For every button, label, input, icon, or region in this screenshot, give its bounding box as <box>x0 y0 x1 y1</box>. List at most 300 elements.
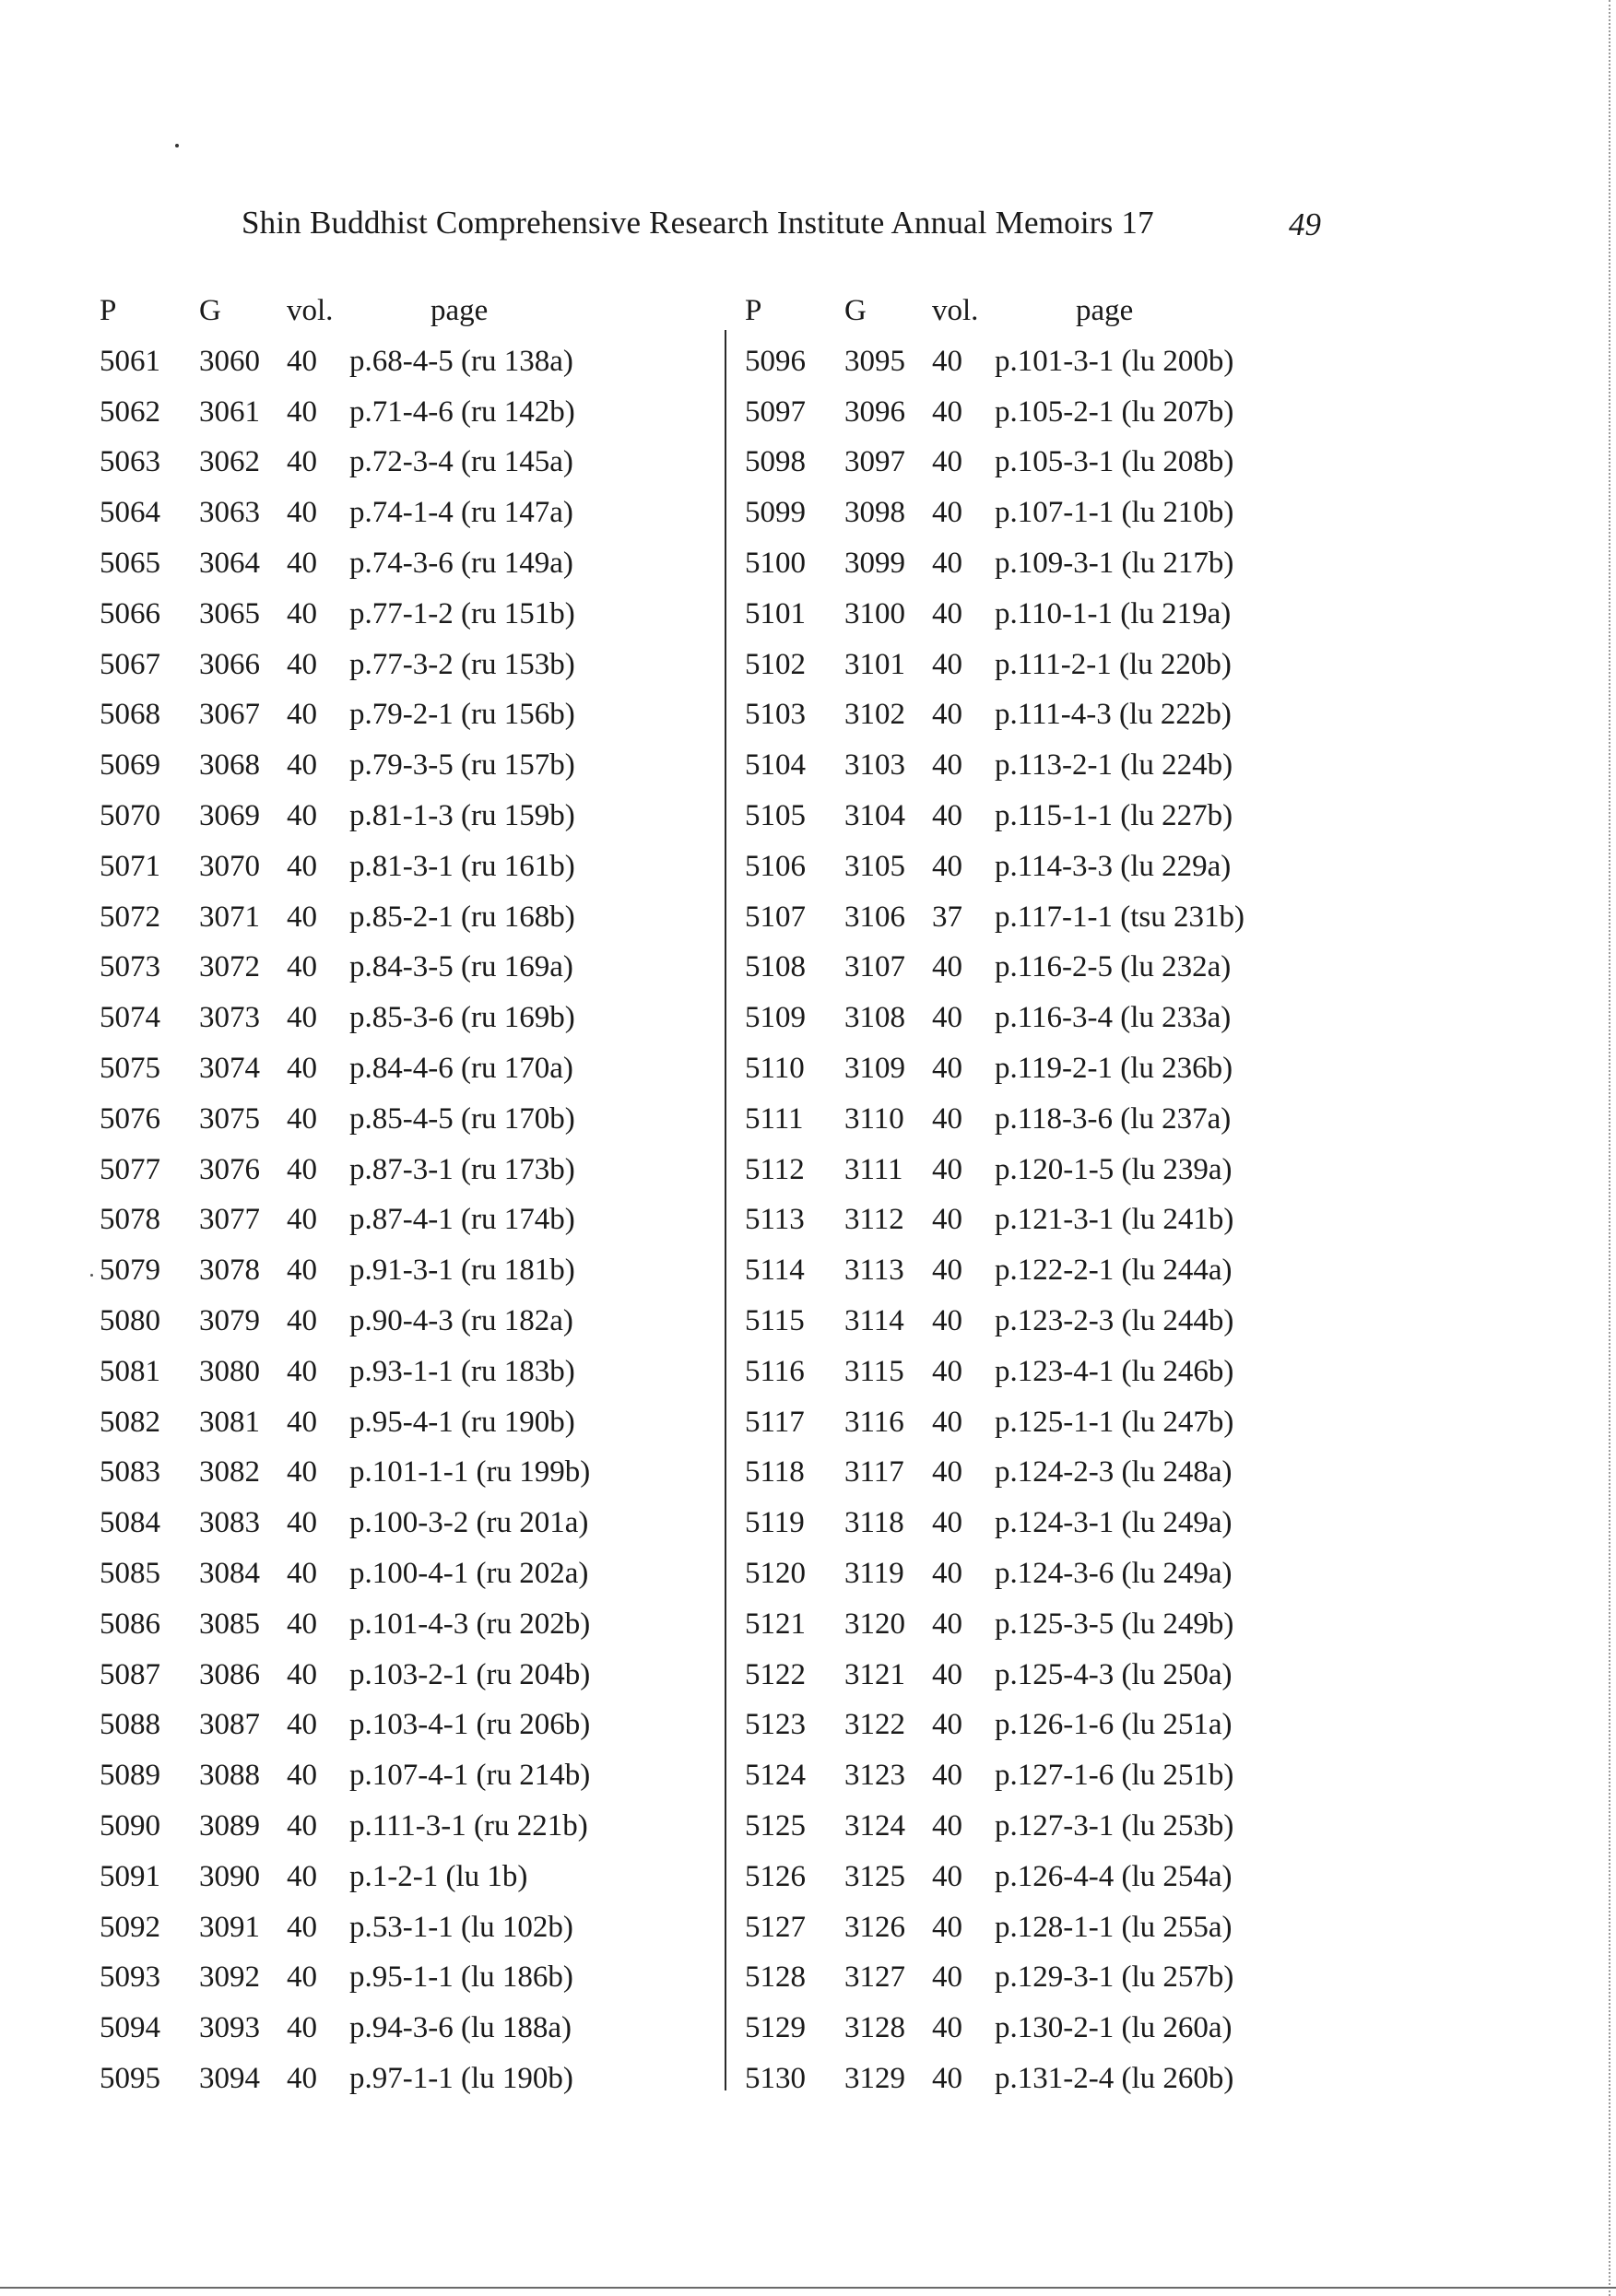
cell-page: p.93-1-1 (ru 183b) <box>349 1354 575 1388</box>
table-row <box>745 336 1244 387</box>
cell-page: p.127-3-1 (lu 253b) <box>995 1808 1234 1843</box>
cell-page: p.125-1-1 (lu 247b) <box>995 1405 1234 1439</box>
cell-g: 3109 <box>844 1051 905 1085</box>
cell-p: 5098 <box>745 445 806 479</box>
cell-g: 3093 <box>199 2011 260 2045</box>
cell-p: 5061 <box>100 344 160 378</box>
cell-p: 5066 <box>100 596 160 630</box>
table-row <box>100 892 590 943</box>
cell-page: p.126-4-4 (lu 254a) <box>995 1859 1233 1893</box>
cell-page: p.84-4-6 (ru 170a) <box>349 1051 573 1085</box>
cell-vol: 40 <box>932 647 962 681</box>
cell-g: 3085 <box>199 1607 260 1641</box>
cell-g: 3075 <box>199 1101 260 1136</box>
table-row <box>100 589 590 640</box>
cell-g: 3079 <box>199 1303 260 1337</box>
cell-vol: 40 <box>932 1808 962 1843</box>
cell-g: 3076 <box>199 1152 260 1186</box>
cell-vol: 40 <box>287 1808 317 1843</box>
col-header-page: page <box>1076 294 1134 327</box>
cell-vol: 40 <box>932 1960 962 1995</box>
table-row <box>100 640 590 690</box>
cell-vol: 40 <box>287 1001 317 1035</box>
cell-g: 3060 <box>199 344 260 378</box>
table-row <box>745 1397 1244 1448</box>
cell-g: 3097 <box>844 445 905 479</box>
cell-p: 5112 <box>745 1152 805 1186</box>
table-row <box>100 689 590 740</box>
cell-page: p.116-2-5 (lu 232a) <box>995 950 1232 984</box>
cell-p: 5089 <box>100 1759 160 1793</box>
table-row <box>100 1902 590 1953</box>
cell-page: p.85-3-6 (ru 169b) <box>349 1001 575 1035</box>
cell-g: 3098 <box>844 496 905 530</box>
table-row <box>100 488 590 538</box>
cell-p: 5077 <box>100 1152 160 1186</box>
cell-page: p.97-1-1 (lu 190b) <box>349 2061 573 2095</box>
cell-page: p.79-2-1 (ru 156b) <box>349 698 575 732</box>
scan-speck <box>175 144 179 147</box>
cell-vol: 40 <box>287 798 317 832</box>
cell-vol: 40 <box>287 1506 317 1540</box>
cell-vol: 40 <box>932 1910 962 1944</box>
table-row <box>100 1599 590 1650</box>
cell-vol: 40 <box>932 1455 962 1489</box>
cell-page: p.105-3-1 (lu 208b) <box>995 445 1234 479</box>
cell-vol: 40 <box>932 1405 962 1439</box>
cell-vol: 40 <box>287 546 317 580</box>
cell-g: 3112 <box>844 1203 904 1237</box>
table-row <box>745 791 1244 842</box>
cell-page: p.124-2-3 (lu 248a) <box>995 1455 1233 1489</box>
cell-p: 5078 <box>100 1203 160 1237</box>
cell-page: p.101-3-1 (lu 200b) <box>995 344 1234 378</box>
cell-g: 3119 <box>844 1556 904 1590</box>
cell-g: 3080 <box>199 1354 260 1388</box>
cell-vol: 40 <box>932 1859 962 1893</box>
cell-p: 5080 <box>100 1303 160 1337</box>
cell-vol: 40 <box>287 849 317 883</box>
cell-p: 5108 <box>745 950 806 984</box>
table-row <box>100 387 590 438</box>
table-row <box>745 740 1244 791</box>
cell-vol: 40 <box>287 394 317 429</box>
cell-page: p.100-4-1 (ru 202a) <box>349 1556 589 1590</box>
cell-page: p.131-2-4 (lu 260b) <box>995 2061 1234 2095</box>
cell-page: p.107-4-1 (ru 214b) <box>349 1759 591 1793</box>
cell-page: p.117-1-1 (tsu 231b) <box>995 900 1244 934</box>
cell-vol: 40 <box>932 2061 962 2095</box>
cell-p: 5081 <box>100 1354 160 1388</box>
table-row <box>100 1952 590 2003</box>
cell-g: 3111 <box>844 1152 903 1186</box>
cell-p: 5106 <box>745 849 806 883</box>
table-row <box>100 740 590 791</box>
cell-page: p.120-1-5 (lu 239a) <box>995 1152 1233 1186</box>
cell-page: p.95-4-1 (ru 190b) <box>349 1405 575 1439</box>
cell-p: 5120 <box>745 1556 806 1590</box>
cell-g: 3089 <box>199 1808 260 1843</box>
cell-p: 5110 <box>745 1051 805 1085</box>
cell-g: 3106 <box>844 900 905 934</box>
cell-p: 5070 <box>100 798 160 832</box>
cell-p: 5118 <box>745 1455 805 1489</box>
cell-vol: 40 <box>932 1556 962 1590</box>
cell-page: p.128-1-1 (lu 255a) <box>995 1910 1233 1944</box>
col-header-vol: vol. <box>287 294 334 327</box>
table-row <box>745 892 1244 943</box>
cell-g: 3102 <box>844 698 905 732</box>
cell-g: 3067 <box>199 698 260 732</box>
cell-p: 5102 <box>745 647 806 681</box>
cell-g: 3078 <box>199 1254 260 1288</box>
cell-vol: 40 <box>932 1303 962 1337</box>
cell-vol: 40 <box>287 2011 317 2045</box>
cell-page: p.114-3-3 (lu 229a) <box>995 849 1232 883</box>
cell-vol: 40 <box>287 1708 317 1742</box>
cell-g: 3069 <box>199 798 260 832</box>
cell-vol: 40 <box>932 596 962 630</box>
table-row <box>100 1296 590 1347</box>
cell-page: p.1-2-1 (lu 1b) <box>349 1859 528 1893</box>
cell-vol: 40 <box>932 1051 962 1085</box>
cell-vol: 40 <box>287 1859 317 1893</box>
table-row <box>100 1347 590 1397</box>
cell-page: p.94-3-6 (lu 188a) <box>349 2011 572 2045</box>
cell-p: 5094 <box>100 2011 160 2045</box>
table-row <box>100 1498 590 1548</box>
cell-g: 3062 <box>199 445 260 479</box>
cell-p: 5128 <box>745 1960 806 1995</box>
cell-page: p.77-1-2 (ru 151b) <box>349 596 575 630</box>
cell-p: 5085 <box>100 1556 160 1590</box>
cell-g: 3065 <box>199 596 260 630</box>
table-row <box>100 1094 590 1145</box>
col-header-p: P <box>745 294 762 327</box>
cell-g: 3083 <box>199 1506 260 1540</box>
cell-vol: 40 <box>932 950 962 984</box>
cell-p: 5115 <box>745 1303 805 1337</box>
cell-g: 3082 <box>199 1455 260 1489</box>
cell-vol: 40 <box>287 344 317 378</box>
table-row <box>100 1043 590 1094</box>
cell-g: 3122 <box>844 1708 905 1742</box>
cell-page: p.90-4-3 (ru 182a) <box>349 1303 573 1337</box>
cell-vol: 40 <box>932 496 962 530</box>
cell-vol: 40 <box>287 1607 317 1641</box>
table-row <box>745 1750 1244 1801</box>
cell-g: 3110 <box>844 1101 904 1136</box>
cell-vol: 40 <box>287 1455 317 1489</box>
cell-vol: 40 <box>932 1708 962 1742</box>
cell-vol: 40 <box>287 1657 317 1691</box>
table-row <box>745 1801 1244 1852</box>
cell-vol: 40 <box>287 496 317 530</box>
cell-p: 5130 <box>745 2061 806 2095</box>
col-header-p: P <box>100 294 117 327</box>
table-row <box>100 1700 590 1750</box>
cell-vol: 40 <box>287 698 317 732</box>
cell-p: 5107 <box>745 900 806 934</box>
cell-p: 5092 <box>100 1910 160 1944</box>
cell-vol: 40 <box>932 2011 962 2045</box>
cell-page: p.105-2-1 (lu 207b) <box>995 394 1234 429</box>
cell-g: 3121 <box>844 1657 905 1691</box>
cell-page: p.125-3-5 (lu 249b) <box>995 1607 1234 1641</box>
cell-g: 3088 <box>199 1759 260 1793</box>
cell-vol: 40 <box>287 1303 317 1337</box>
table-row <box>745 1296 1244 1347</box>
table-row <box>745 1145 1244 1195</box>
page-number: 49 <box>1289 206 1321 242</box>
cell-vol: 40 <box>932 1001 962 1035</box>
cell-p: 5117 <box>745 1405 805 1439</box>
cell-page: p.95-1-1 (lu 186b) <box>349 1960 573 1995</box>
cell-vol: 40 <box>932 445 962 479</box>
cell-vol: 40 <box>287 1759 317 1793</box>
cell-page: p.101-4-3 (ru 202b) <box>349 1607 591 1641</box>
cell-page: p.123-4-1 (lu 246b) <box>995 1354 1234 1388</box>
cell-page: p.53-1-1 (lu 102b) <box>349 1910 573 1944</box>
left-table <box>100 286 590 2104</box>
cell-page: p.77-3-2 (ru 153b) <box>349 647 575 681</box>
cell-p: 5111 <box>745 1101 804 1136</box>
cell-vol: 40 <box>932 1607 962 1641</box>
table-row <box>100 942 590 993</box>
cell-page: p.115-1-1 (lu 227b) <box>995 798 1233 832</box>
cell-g: 3113 <box>844 1254 904 1288</box>
cell-vol: 37 <box>932 900 962 934</box>
cell-p: 5076 <box>100 1101 160 1136</box>
cell-g: 3124 <box>844 1808 905 1843</box>
cell-vol: 40 <box>287 1051 317 1085</box>
cell-p: 5104 <box>745 748 806 783</box>
table-row <box>100 336 590 387</box>
table-row <box>100 1650 590 1701</box>
col-header-page: page <box>431 294 489 327</box>
cell-g: 3096 <box>844 394 905 429</box>
table-row <box>745 1902 1244 1953</box>
table-row <box>100 538 590 589</box>
table-row <box>745 1245 1244 1296</box>
cell-page: p.118-3-6 (lu 237a) <box>995 1101 1232 1136</box>
cell-g: 3090 <box>199 1859 260 1893</box>
cell-page: p.110-1-1 (lu 219a) <box>995 596 1232 630</box>
table-row <box>745 640 1244 690</box>
cell-g: 3115 <box>844 1354 904 1388</box>
right-table-body <box>745 336 1244 2104</box>
table-row <box>100 842 590 892</box>
cell-vol: 40 <box>932 1657 962 1691</box>
cell-page: p.124-3-1 (lu 249a) <box>995 1506 1233 1540</box>
table-row <box>745 1852 1244 1902</box>
cell-p: 5071 <box>100 849 160 883</box>
cell-page: p.71-4-6 (ru 142b) <box>349 394 575 429</box>
cell-p: 5105 <box>745 798 806 832</box>
cell-p: 5084 <box>100 1506 160 1540</box>
table-row <box>100 2054 590 2104</box>
cell-g: 3117 <box>844 1455 904 1489</box>
cell-g: 3099 <box>844 546 905 580</box>
table-row <box>745 2054 1244 2104</box>
cell-page: p.85-4-5 (ru 170b) <box>349 1101 575 1136</box>
cell-page: p.100-3-2 (ru 201a) <box>349 1506 589 1540</box>
cell-g: 3084 <box>199 1556 260 1590</box>
cell-p: 5074 <box>100 1001 160 1035</box>
column-divider <box>725 330 726 2090</box>
cell-vol: 40 <box>287 748 317 783</box>
cell-p: 5114 <box>745 1254 805 1288</box>
cell-page: p.111-3-1 (ru 221b) <box>349 1808 588 1843</box>
table-row <box>745 942 1244 993</box>
cell-page: p.87-3-1 (ru 173b) <box>349 1152 575 1186</box>
table-row <box>100 993 590 1043</box>
cell-vol: 40 <box>932 1254 962 1288</box>
cell-vol: 40 <box>287 445 317 479</box>
cell-vol: 40 <box>932 1203 962 1237</box>
cell-p: 5082 <box>100 1405 160 1439</box>
cell-g: 3063 <box>199 496 260 530</box>
table-row <box>745 488 1244 538</box>
cell-g: 3120 <box>844 1607 905 1641</box>
cell-vol: 40 <box>932 1759 962 1793</box>
table-row <box>745 538 1244 589</box>
cell-page: p.111-4-3 (lu 222b) <box>995 698 1232 732</box>
cell-g: 3070 <box>199 849 260 883</box>
cell-g: 3103 <box>844 748 905 783</box>
cell-g: 3125 <box>844 1859 905 1893</box>
cell-page: p.85-2-1 (ru 168b) <box>349 900 575 934</box>
cell-vol: 40 <box>932 798 962 832</box>
cell-vol: 40 <box>932 698 962 732</box>
table-row <box>745 1952 1244 2003</box>
cell-p: 5087 <box>100 1657 160 1691</box>
cell-vol: 40 <box>932 546 962 580</box>
col-header-g: G <box>199 294 221 327</box>
cell-vol: 40 <box>932 394 962 429</box>
left-table-body <box>100 336 590 2104</box>
cell-page: p.130-2-1 (lu 260a) <box>995 2011 1233 2045</box>
cell-page: p.107-1-1 (lu 210b) <box>995 496 1234 530</box>
cell-p: 5079 <box>100 1254 160 1288</box>
cell-vol: 40 <box>287 1254 317 1288</box>
cell-vol: 40 <box>287 1203 317 1237</box>
table-row <box>745 1043 1244 1094</box>
cell-vol: 40 <box>932 748 962 783</box>
cell-g: 3107 <box>844 950 905 984</box>
cell-p: 5075 <box>100 1051 160 1085</box>
cell-p: 5125 <box>745 1808 806 1843</box>
table-row <box>745 1650 1244 1701</box>
cell-g: 3066 <box>199 647 260 681</box>
cell-page: p.81-3-1 (ru 161b) <box>349 849 575 883</box>
cell-page: p.84-3-5 (ru 169a) <box>349 950 573 984</box>
cell-page: p.103-2-1 (ru 204b) <box>349 1657 591 1691</box>
cell-p: 5095 <box>100 2061 160 2095</box>
cell-vol: 40 <box>287 1405 317 1439</box>
cell-p: 5093 <box>100 1960 160 1995</box>
cell-vol: 40 <box>287 1556 317 1590</box>
table-row <box>745 993 1244 1043</box>
cell-vol: 40 <box>932 1101 962 1136</box>
cell-g: 3074 <box>199 1051 260 1085</box>
cell-g: 3101 <box>844 647 905 681</box>
cell-page: p.124-3-6 (lu 249a) <box>995 1556 1233 1590</box>
cell-g: 3087 <box>199 1708 260 1742</box>
cell-p: 5064 <box>100 496 160 530</box>
scan-edge-bottom <box>0 2287 1616 2289</box>
cell-page: p.111-2-1 (lu 220b) <box>995 647 1232 681</box>
cell-p: 5121 <box>745 1607 806 1641</box>
left-table-header <box>100 286 590 336</box>
cell-vol: 40 <box>287 1910 317 1944</box>
cell-g: 3061 <box>199 394 260 429</box>
cell-vol: 40 <box>287 1101 317 1136</box>
cell-page: p.127-1-6 (lu 251b) <box>995 1759 1234 1793</box>
cell-p: 5063 <box>100 445 160 479</box>
col-header-vol: vol. <box>932 294 979 327</box>
cell-g: 3100 <box>844 596 905 630</box>
cell-page: p.122-2-1 (lu 244a) <box>995 1254 1233 1288</box>
cell-page: p.101-1-1 (ru 199b) <box>349 1455 591 1489</box>
cell-p: 5086 <box>100 1607 160 1641</box>
cell-p: 5072 <box>100 900 160 934</box>
cell-page: p.121-3-1 (lu 241b) <box>995 1203 1234 1237</box>
cell-g: 3129 <box>844 2061 905 2095</box>
scan-speck <box>90 1274 93 1277</box>
table-row <box>745 1548 1244 1599</box>
cell-p: 5091 <box>100 1859 160 1893</box>
cell-vol: 40 <box>932 344 962 378</box>
cell-page: p.129-3-1 (lu 257b) <box>995 1960 1234 1995</box>
cell-page: p.72-3-4 (ru 145a) <box>349 445 573 479</box>
cell-page: p.87-4-1 (ru 174b) <box>349 1203 575 1237</box>
cell-page: p.119-2-1 (lu 236b) <box>995 1051 1233 1085</box>
cell-page: p.123-2-3 (lu 244b) <box>995 1303 1234 1337</box>
cell-p: 5101 <box>745 596 806 630</box>
cell-p: 5116 <box>745 1354 805 1388</box>
cell-p: 5103 <box>745 698 806 732</box>
right-table-header <box>745 286 1244 336</box>
cell-vol: 40 <box>287 900 317 934</box>
cell-page: p.103-4-1 (ru 206b) <box>349 1708 591 1742</box>
cell-p: 5065 <box>100 546 160 580</box>
table-row <box>100 1852 590 1902</box>
cell-vol: 40 <box>932 1152 962 1186</box>
table-row <box>745 1700 1244 1750</box>
table-row <box>745 842 1244 892</box>
table-row <box>100 1145 590 1195</box>
cell-g: 3086 <box>199 1657 260 1691</box>
cell-p: 5129 <box>745 2011 806 2045</box>
table-row <box>745 1094 1244 1145</box>
cell-g: 3064 <box>199 546 260 580</box>
cell-vol: 40 <box>932 1354 962 1388</box>
cell-page: p.113-2-1 (lu 224b) <box>995 748 1233 783</box>
cell-g: 3072 <box>199 950 260 984</box>
table-row <box>745 437 1244 488</box>
cell-p: 5119 <box>745 1506 805 1540</box>
table-row <box>100 1801 590 1852</box>
cell-g: 3091 <box>199 1910 260 1944</box>
cell-g: 3127 <box>844 1960 905 1995</box>
cell-vol: 40 <box>287 1354 317 1388</box>
cell-page: p.116-3-4 (lu 233a) <box>995 1001 1232 1035</box>
table-row <box>100 1447 590 1498</box>
cell-g: 3108 <box>844 1001 905 1035</box>
cell-vol: 40 <box>287 1152 317 1186</box>
cell-p: 5096 <box>745 344 806 378</box>
